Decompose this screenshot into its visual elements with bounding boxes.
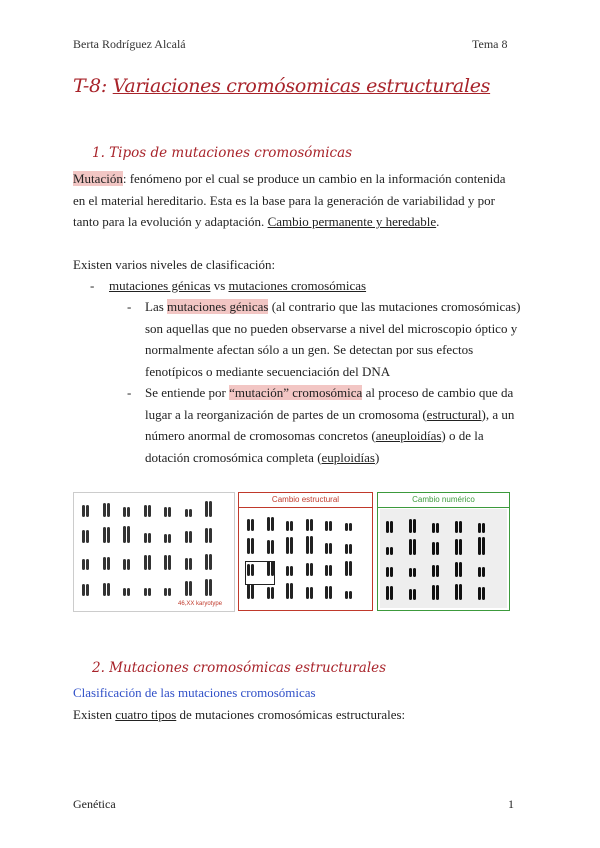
chromosome-mark (271, 517, 274, 531)
chromosome-mark (390, 567, 393, 578)
chromosome-mark (310, 519, 313, 531)
chromosome-mark (329, 543, 332, 554)
chromosome-mark (349, 544, 352, 554)
title-prefix: T-8: (73, 75, 107, 97)
section2-heading: 2. Mutaciones cromosómicas estructurales (92, 660, 387, 676)
chromosome-mark (123, 526, 126, 544)
sub2-b: al proceso de cambio que da (362, 385, 514, 400)
chromosome-mark (306, 519, 309, 531)
chromosome-mark (267, 517, 270, 531)
chromosome-mark (205, 554, 208, 570)
chromosome-mark (267, 540, 270, 554)
chromosome-mark (247, 519, 250, 531)
chromosome-mark (189, 558, 192, 570)
chromosome-mark (185, 531, 188, 543)
chromosome-mark (413, 539, 416, 555)
chromosome-mark (251, 564, 254, 576)
chromosome-mark (185, 558, 188, 570)
karyotype-normal-figure (73, 492, 235, 612)
chromosome-mark (349, 591, 352, 599)
chromosome-mark (436, 523, 439, 533)
link-mutaciones-genicas: mutaciones génicas (109, 278, 211, 293)
sub1-line2: son aquellas que no pueden observarse a nivel del microscopio óptico y (145, 320, 518, 336)
cambio-permanente: Cambio permanente y heredable (267, 214, 437, 229)
chromosome-mark (209, 501, 212, 517)
chromosome-mark (329, 521, 332, 531)
sub2-l3a: número anormal de cromosomas concretos ( (145, 428, 376, 443)
chromosome-mark (127, 559, 130, 570)
chromosome-mark (413, 589, 416, 600)
section2-subheading: Clasificación de las mutaciones cromosómicas (73, 685, 316, 700)
chromosome-mark (436, 585, 439, 600)
chromosome-mark (205, 528, 208, 543)
chromosome-mark (247, 564, 250, 576)
chromosome-mark (290, 566, 293, 577)
chromosome-mark (436, 565, 439, 577)
chromosome-mark (432, 542, 435, 556)
chromosome-mark (168, 588, 171, 596)
chromosome-mark (251, 584, 254, 599)
label-cambio-numerico: Cambio numérico (378, 493, 509, 508)
chromosome-mark (478, 567, 481, 578)
chromosome-mark (103, 583, 106, 596)
chromosome-mark (251, 519, 254, 531)
karyotype-numeric-figure (377, 492, 510, 611)
link-mutaciones-cromosomicas: mutaciones cromosómicas (228, 278, 367, 293)
chromosome-mark (413, 519, 416, 533)
chromosome-mark (459, 521, 462, 533)
chromosome-mark (107, 583, 110, 596)
chromosome-mark (478, 537, 481, 555)
chromosome-mark (345, 561, 348, 576)
section1-heading: 1. Tipos de mutaciones cromosómicas (92, 145, 353, 161)
chromosome-mark (127, 526, 130, 544)
para1-line1 (73, 168, 543, 190)
chromosome-mark (386, 547, 389, 555)
s2-b: de mutaciones cromosómicas estructurales: (176, 707, 406, 722)
chromosome-mark (107, 557, 110, 570)
chromosome-mark (144, 555, 147, 570)
label-cambio-estructural: Cambio estructural (239, 493, 372, 508)
chromosome-mark (82, 559, 85, 570)
sub1-b: (al contrario que las mutaciones cromosómicas) (268, 299, 521, 314)
chromosome-mark (290, 583, 293, 599)
term-mutacion: Mutación (73, 171, 123, 186)
chromosome-mark (325, 543, 328, 554)
chromosome-mark (168, 555, 171, 570)
chromosome-mark (432, 585, 435, 600)
chromosome-mark (478, 587, 481, 599)
chromosome-mark (286, 537, 289, 554)
chromosome-mark (455, 539, 458, 556)
sub2-line2 (145, 404, 565, 426)
chromosome-mark (168, 507, 171, 517)
para1-line3-b: . (436, 214, 440, 229)
sub-dash-1: - (127, 299, 132, 314)
chromosome-mark (390, 586, 393, 599)
chromosome-mark (413, 568, 416, 578)
karyotype-caption: 46,XX karyotype (178, 601, 223, 607)
chromosome-mark (306, 587, 309, 599)
chromosome-mark (103, 527, 106, 544)
chromosome-mark (459, 539, 462, 556)
chromosome-mark (386, 586, 389, 599)
para1-line3 (73, 211, 543, 233)
numeric-photo-bg (380, 509, 507, 608)
chromosome-mark (290, 521, 293, 531)
section2-text (73, 704, 405, 726)
term-euploidias: euploidías (321, 449, 375, 465)
paragraph-niveles: Existen varios niveles de clasificación: (73, 257, 276, 272)
chromosome-mark (325, 521, 328, 531)
chromosome-mark (310, 536, 313, 554)
sub-dash-2: - (127, 385, 132, 400)
chromosome-mark (209, 579, 212, 597)
chromosome-mark (286, 583, 289, 599)
chromosome-mark (310, 587, 313, 599)
page-title (73, 75, 490, 97)
chromosome-mark (189, 509, 192, 517)
term-cuatro-tipos: cuatro tipos (115, 707, 177, 722)
chromosome-mark (409, 539, 412, 555)
chromosome-mark (345, 591, 348, 599)
chromosome-mark (286, 566, 289, 577)
chromosome-mark (103, 557, 106, 570)
sub2-a: Se entiende por (145, 385, 230, 400)
sub1-line4: fenotípicos o mediante secuenciación del DNA (145, 363, 391, 379)
chromosome-mark (267, 561, 270, 576)
chromosome-mark (86, 559, 89, 570)
chromosome-mark (164, 507, 167, 517)
sub2-line1 (145, 382, 565, 404)
para1-line2: en el material hereditario. Esta es la base para la generación de variabilidad y por (73, 192, 495, 208)
chromosome-mark (148, 588, 151, 596)
chromosome-mark (455, 584, 458, 599)
karyotype-structural-figure (238, 492, 373, 611)
chromosome-mark (185, 509, 188, 517)
chromosome-mark (209, 554, 212, 570)
header-author: Berta Rodríguez Alcalá (73, 37, 186, 51)
chromosome-mark (123, 559, 126, 570)
para1-line1-text: : fenómeno por el cual se produce un cambio en la información contenida (122, 171, 506, 186)
chromosome-mark (459, 584, 462, 599)
chromosome-mark (349, 523, 352, 531)
chromosome-mark (306, 536, 309, 554)
chromosome-mark (168, 534, 171, 544)
chromosome-mark (478, 523, 481, 533)
chromosome-mark (82, 584, 85, 596)
sub2-l2b: ), a un (481, 406, 515, 422)
chromosome-mark (107, 527, 110, 544)
chromosome-mark (82, 530, 85, 544)
chromosome-mark (267, 587, 270, 599)
chromosome-mark (306, 563, 309, 576)
chromosome-mark (329, 565, 332, 576)
chromosome-mark (325, 586, 328, 599)
sub-bullet-genicas (145, 296, 565, 382)
chromosome-mark (386, 567, 389, 578)
header-topic: Tema 8 (472, 37, 508, 51)
chromosome-mark (482, 523, 485, 533)
chromosome-mark (144, 588, 147, 596)
chromosome-mark (86, 584, 89, 596)
footer-subject: Genética (73, 797, 116, 811)
chromosome-mark (82, 505, 85, 517)
sub-bullet-cromosomica (145, 382, 565, 468)
chromosome-mark (432, 523, 435, 533)
chromosome-mark (247, 538, 250, 554)
chromosome-mark (86, 530, 89, 544)
chromosome-mark (459, 562, 462, 577)
chromosome-mark (386, 521, 389, 533)
chromosome-mark (349, 561, 352, 576)
chromosome-mark (390, 521, 393, 533)
chromosome-mark (432, 565, 435, 577)
chromosome-mark (185, 581, 188, 597)
chromosome-mark (345, 523, 348, 531)
chromosome-mark (164, 588, 167, 596)
term-mutaciones-genicas: mutaciones génicas (167, 299, 269, 314)
chromosome-mark (409, 589, 412, 600)
chromosome-mark (482, 587, 485, 599)
chromosome-mark (310, 563, 313, 576)
footer-page-number: 1 (508, 797, 514, 811)
chromosome-mark (390, 547, 393, 555)
chromosome-mark (247, 584, 250, 599)
chromosome-mark (164, 555, 167, 570)
chromosome-mark (103, 503, 106, 517)
para1-line3-a: tanto para la evolución y adaptación. (73, 214, 268, 229)
sub2-l4b: ) (374, 449, 380, 465)
chromosome-mark (482, 537, 485, 555)
s2-a: Existen (73, 707, 116, 722)
sub1-line1 (145, 296, 565, 318)
chromosome-mark (455, 562, 458, 577)
sub2-line3 (145, 425, 565, 447)
chromosome-mark (205, 501, 208, 517)
bullet1-vs: vs (210, 278, 229, 293)
chromosome-mark (123, 588, 126, 596)
chromosome-mark (436, 542, 439, 556)
chromosome-mark (148, 555, 151, 570)
sub2-l4a: dotación cromosómica completa ( (145, 449, 322, 465)
chromosome-mark (271, 561, 274, 576)
chromosome-mark (127, 588, 130, 596)
chromosome-mark (271, 540, 274, 554)
sub1-a: Las (145, 299, 168, 314)
sub2-l2a: lugar a la reorganización de partes de un cromosoma ( (145, 406, 427, 422)
chromosome-mark (164, 534, 167, 544)
title-main: Variaciones cromósomicas estructurales (112, 75, 491, 97)
chromosome-mark (189, 531, 192, 543)
chromosome-mark (189, 581, 192, 597)
chromosome-mark (148, 533, 151, 544)
chromosome-mark (123, 507, 126, 517)
chromosome-mark (482, 567, 485, 578)
chromosome-mark (409, 519, 412, 533)
chromosome-mark (345, 544, 348, 554)
chromosome-mark (209, 528, 212, 543)
sub2-line4 (145, 447, 565, 469)
chromosome-mark (455, 521, 458, 533)
bullet-dash-1: - (90, 278, 95, 293)
chromosome-mark (329, 586, 332, 599)
sub1-line3: normalmente afectan sólo a un gen. Se detectan por sus efectos (145, 342, 474, 357)
term-aneuploidias: aneuploidías (375, 428, 442, 443)
chromosome-mark (325, 565, 328, 576)
term-mutacion-cromosomica: “mutación” cromosómica (229, 385, 363, 400)
term-estructural: estructural (426, 406, 482, 422)
chromosome-mark (205, 579, 208, 597)
chromosome-mark (409, 568, 412, 578)
bullet-mutaciones (109, 275, 366, 297)
chromosome-mark (271, 587, 274, 599)
chromosome-mark (148, 505, 151, 517)
chromosome-mark (290, 537, 293, 554)
sub2-l3b: ) o de la (441, 428, 484, 443)
chromosome-mark (107, 503, 110, 517)
chromosome-mark (127, 507, 130, 517)
paragraph-mutacion (73, 168, 543, 233)
chromosome-mark (251, 538, 254, 554)
chromosome-mark (144, 533, 147, 544)
chromosome-mark (286, 521, 289, 531)
chromosome-mark (144, 505, 147, 517)
chromosome-mark (86, 505, 89, 517)
